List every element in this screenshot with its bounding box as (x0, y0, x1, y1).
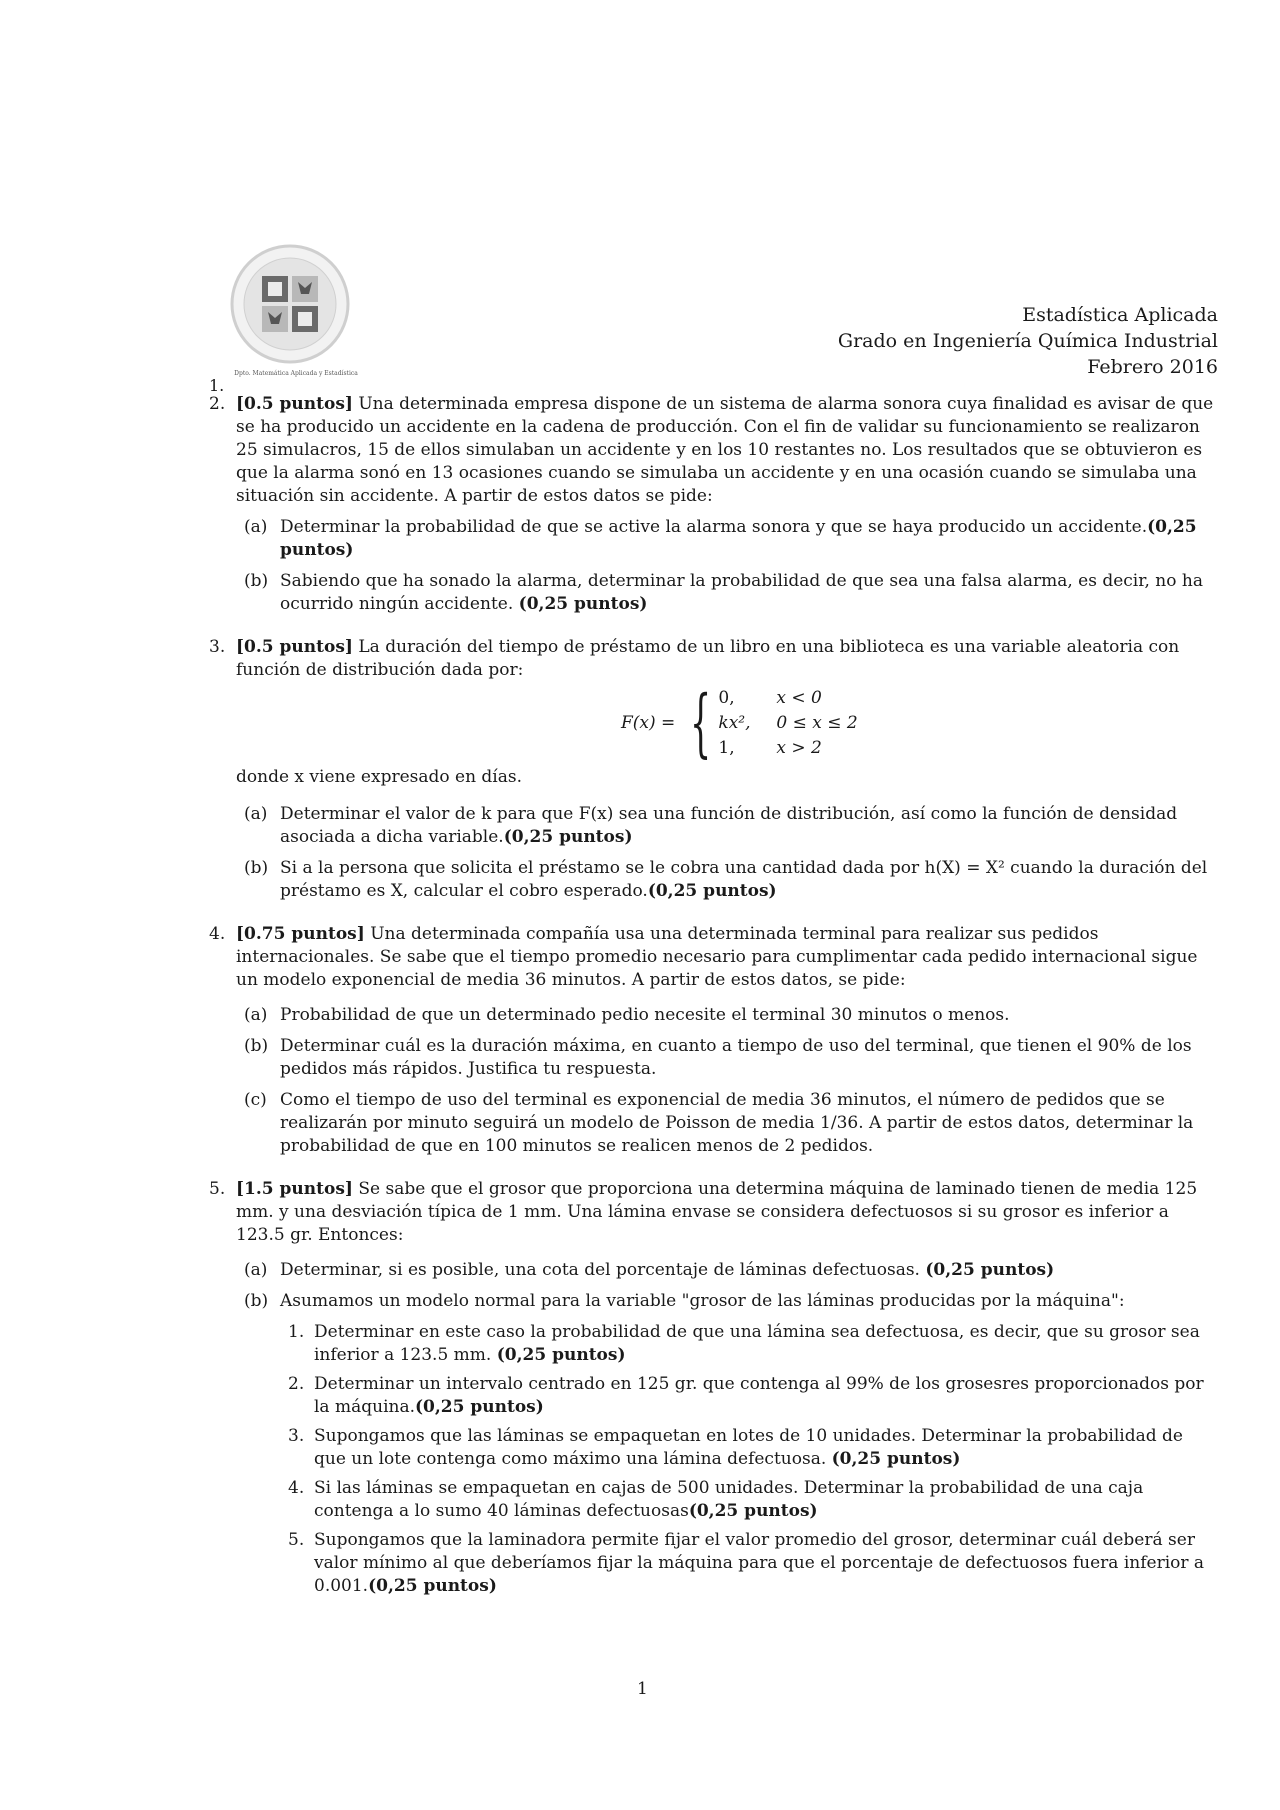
question-points: [0.5 puntos] (236, 637, 353, 657)
case-condition: x < 0 (776, 688, 822, 708)
question-3 (209, 636, 1219, 903)
part-text: Probabilidad de que un determinado pedio necesite el terminal 30 minutos o menos. (280, 1005, 1010, 1025)
subpart (288, 1529, 1219, 1598)
part-points: (0,25 puntos) (647, 881, 777, 901)
subpart-text: Supongamos que las láminas se empaquetan en lotes de 10 unidades. Determinar la probabilidad de que un lote contenga como máximo una lámina defectuosa. (314, 1426, 1183, 1469)
exam-body (209, 393, 1219, 1618)
question-text: La duración del tiempo de préstamo de un libro en una biblioteca es una variable aleatoria con función de distribución dada por: (236, 637, 1180, 680)
degree-title: Grado en Ingeniería Química Industrial (837, 330, 1218, 352)
part-label: (c) (244, 1090, 267, 1110)
subpart (288, 1477, 1219, 1523)
exam-header (838, 302, 1218, 380)
part-label: (b) (244, 858, 269, 878)
subpart (288, 1425, 1219, 1471)
question-number: 4. (209, 924, 226, 944)
distribution-formula (621, 680, 1219, 766)
formula-cases (718, 686, 857, 760)
question-points: [0.5 puntos] (236, 394, 353, 414)
subpart-label: 3. (288, 1426, 305, 1446)
subpart-label: 5. (288, 1530, 305, 1550)
part-text: Sabiendo que ha sonado la alarma, determinar la probabilidad de que sea una falsa alarma, es decir, no ha ocurrido ningún accidente. (280, 571, 1203, 614)
question-1-number: 1. (209, 376, 225, 395)
question-2 (209, 393, 1219, 616)
question-text: Se sabe que el grosor que proporciona una determina máquina de laminado tienen de media 125 mm. y una desviación típica de 1 mm. Una lámina envase se considera defectuosos si su grosor es inferior a 123.5 gr. Entonces: (236, 1179, 1198, 1245)
question-part (244, 803, 1219, 849)
question-number: 3. (209, 637, 226, 657)
question-part (244, 1259, 1219, 1282)
question-part (244, 516, 1219, 562)
question-part (244, 857, 1219, 903)
part-label: (b) (244, 571, 269, 591)
part-points: (0,25 puntos) (518, 594, 648, 614)
question-text: Una determinada compañía usa una determinada terminal para realizar sus pedidos internacionales. Se sabe que el tiempo promedio necesario para cumplimentar cada pedido internacional sigue un modelo exponencial de media 36 minutos. A partir de estos datos, se pide: (236, 924, 1198, 990)
question-points: [1.5 puntos] (236, 1179, 353, 1199)
part-label: (b) (244, 1036, 269, 1056)
subpart-points: (0,25 puntos) (688, 1501, 818, 1521)
part-text: Determinar, si es posible, una cota del porcentaje de láminas defectuosas. (280, 1260, 920, 1280)
question-part (244, 1004, 1219, 1027)
subpart-points: (0,25 puntos) (368, 1576, 497, 1596)
part-text: Determinar la probabilidad de que se active la alarma sonora y que se haya producido un accidente. (280, 517, 1148, 537)
part-label: (b) (244, 1291, 269, 1311)
part-points: (0,25 puntos) (925, 1260, 1055, 1280)
case-value: 1, (718, 738, 735, 758)
formula-lhs: F(x) = (621, 712, 676, 733)
part-points: (0,25 puntos) (503, 827, 633, 847)
question-part (244, 570, 1219, 616)
case-condition: x > 2 (776, 738, 822, 758)
subpart-points: (0,25 puntos) (496, 1345, 626, 1365)
question-number: 2. (209, 394, 226, 414)
subpart-label: 1. (288, 1322, 305, 1342)
subpart-points: (0,25 puntos) (831, 1449, 961, 1469)
question-part (244, 1035, 1219, 1081)
question-text: Una determinada empresa dispone de un sistema de alarma sonora cuya finalidad es avisar de que se ha producido un accidente en la cadena de producción. Con el fin de validar su funcionamiento se realizaron 25 simulacros, 15 de ellos simulaban un accidente y en los 10 restantes no. Los resultados que se obtuvieron es que la alarma sonó en 13 ocasiones cuando se simulaba un accidente y en una ocasión cuando se simulaba una situación sin accidente. A partir de estos datos se pide: (236, 394, 1214, 506)
subpart-label: 4. (288, 1478, 305, 1498)
question-part (244, 1089, 1219, 1158)
subpart-label: 2. (288, 1374, 305, 1394)
page-number: 1 (637, 1679, 648, 1699)
part-points: (0,25 puntos) (280, 517, 1197, 560)
logo-caption: Dpto. Matemática Aplicada y Estadística (234, 370, 358, 377)
part-label: (a) (244, 804, 268, 824)
question-number: 5. (209, 1179, 226, 1199)
subpart (288, 1373, 1219, 1419)
part-text: Si a la persona que solicita el préstamo se le cobra una cantidad dada por h(X) = X² cuando la duración del préstamo es X, calcular el cobro esperado. (280, 858, 1208, 901)
part-text: Como el tiempo de uso del terminal es exponencial de media 36 minutos, el número de pedidos que se realizarán por minuto seguirá un modelo de Poisson de media 1/36. A partir de estos datos, determinar la probabilidad de que en 100 minutos se realicen menos de 2 pedidos. (280, 1090, 1194, 1156)
case-value: kx², (718, 713, 751, 733)
course-title: Estadística Aplicada (1022, 304, 1218, 326)
question-text-after: donde x viene expresado en días. (236, 767, 523, 787)
university-seal-logo (226, 240, 354, 370)
subpart-text: Si las láminas se empaquetan en cajas de 500 unidades. Determinar la probabilidad de una caja contenga a lo sumo 40 láminas defectuosas (314, 1478, 1144, 1521)
part-text: Asumamos un modelo normal para la variable "grosor de las láminas producidas por la máquina": (280, 1291, 1125, 1311)
subpart-text: Determinar en este caso la probabilidad de que una lámina sea defectuosa, es decir, que su grosor sea inferior a 123.5 mm. (314, 1322, 1200, 1365)
question-5 (209, 1178, 1219, 1598)
part-label: (a) (244, 1005, 268, 1025)
question-points: [0.75 puntos] (236, 924, 365, 944)
part-label: (a) (244, 517, 268, 537)
part-text: Determinar cuál es la duración máxima, en cuanto a tiempo de uso del terminal, que tienen el 90% de los pedidos más rápidos. Justifica tu respuesta. (280, 1036, 1192, 1079)
part-label: (a) (244, 1260, 268, 1280)
part-text: Determinar el valor de k para que F(x) sea una función de distribución, así como la función de densidad asociada a dicha variable. (280, 804, 1178, 847)
question-4 (209, 923, 1219, 1158)
left-brace: { (690, 680, 712, 766)
subpart-points: (0,25 puntos) (415, 1397, 544, 1417)
subpart (288, 1321, 1219, 1367)
subpart-text: Supongamos que la laminadora permite fijar el valor promedio del grosor, determinar cuál deberá ser valor mínimo al que deberíamos fijar la máquina para que el porcentaje de defectuosos fuera inferior a 0.001. (314, 1530, 1205, 1596)
case-condition: 0 ≤ x ≤ 2 (776, 713, 858, 733)
case-value: 0, (718, 688, 735, 708)
question-part (244, 1290, 1219, 1313)
subpart-text: Determinar un intervalo centrado en 125 gr. que contenga al 99% de los grosesres proporcionados por la máquina. (314, 1374, 1204, 1417)
subpart-list (236, 1321, 1219, 1598)
exam-date: Febrero 2016 (1087, 356, 1218, 378)
